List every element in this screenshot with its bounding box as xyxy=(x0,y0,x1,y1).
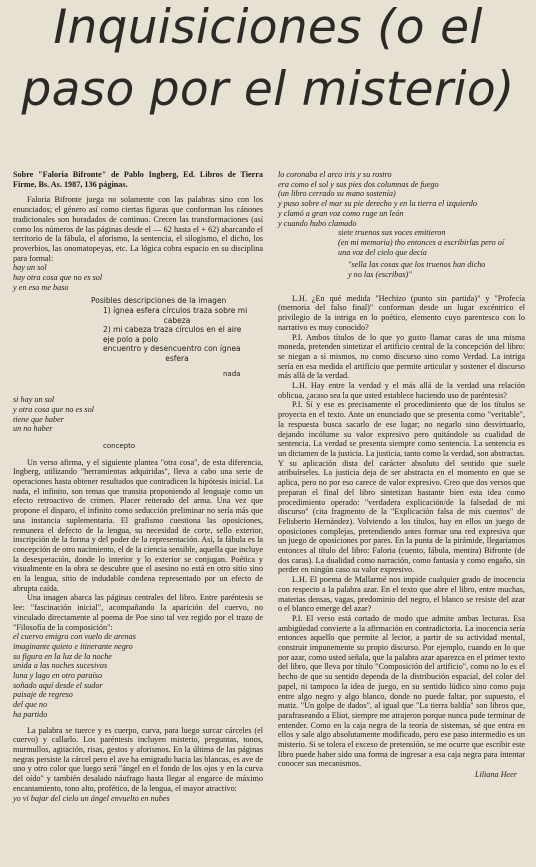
article-title-line-2: paso por el misterio) xyxy=(21,62,515,117)
poem-excerpt: el cuervo emigra con vuelo de arenas imaginante quieto e itinerante negro su figura en la luz de la noche unida a las noches sucesivas luna y lago en otro paraíso soñado aquí desde el sudor paisaje de regreso del que no ha partido xyxy=(13,632,136,719)
poem-excerpt: siete truenos sus voces emitieron (en mi memoria) tho entonces a escribirlas pero oí una voz del cielo que decía xyxy=(338,228,505,257)
interview-answer: P.I. El verso está cortado de modo que admite ambas lecturas. Esa ambigüedad convierte a la afirmación en contradictoria. La inocencia sería entonces aquello que permite al lector, a partir de su actividad mental, construir impunemente su propio discurso. Por ejemplo, cuando en lo que por azar, como usted señala, que la palabra azar aparezca en el primer texto del libro, que lleva por título "Composición del artificio", como no lo es el hecho de que su sentido dependa de la distribución espacial, del color del papel, ni tampoco la idea de juego, en su sentido lúdico sino como puja entre algo negro y algo blanco, donde no puede faltar, por supuesto, el matiz. "Un golpe de dados", al igual que "La tierra baldía" son libros que, parafraseando a Eliot, siempre me atrajeron porque nunca pude terminar de entender. Como en la caja negra de la teoría de sistemas, sé que entra en ellos y sale algo absolutamente modificado, pero ese paso intermedio es un misterio. Si se tolera el exceso de pretensión, se me ocurre que escribir este libro puede haber sido una forma de ingresar a esa caja negra para intentar conocer sus mecanismos. xyxy=(278,613,525,769)
nada-label: nada xyxy=(223,369,241,378)
interview-answer: P.I. Sí y ese es precisamente el procedimiento que de los títulos se proyecta en el texto. Ante un enunciado que se presenta como "veritable", la respuesta busca sacarlo de ese lugar; no negarlo sino desvirtuarlo, dejando incólume su valor expresivo pero quitándole su cualidad de sentencia. La verdad se presenta siempre como sentencia. La sentencia es un dictamen de la justicia. La justicia, tanto como la verdad, son abstractas. Y su aplicación dista del carácter absoluto del sentido que suele atribuírseles. La justicia deja de ser abstracta en el momento en que se aplica, pero no por eso carece de valor expresivo. Creo que dos versos que preparan el final del libro sintetizan bastante bien esta idea como procedimiento operado: "verdadera explicación/de la falsedad de mi discurso" (cita fragmento de la "Explicación falsa de mis cuentos" de Felisberto Hernández). Volviendo a los títulos, hay en ellos un juego de oposiciones complejas, pretendiendo antes formar una red expresiva que un juego de oposiciones por pares. En la punta de la pirámide, llegaríamos entonces al título del libro: Faloria (cuento, fábula, mentira) Bifronte (de dos caras). La dualidad como narración, como fantasía y como engaño, sin perder en ningún caso su valor expresivo. xyxy=(278,400,525,575)
poem-excerpt: hay un sol hay otra cosa que no es sol y en eso me baso xyxy=(13,263,103,292)
description-item: encuentro y desencuentro con ígnea xyxy=(103,344,241,354)
poem-excerpt: "sella las cosas que los truenos han dicho y no las (escribas)" xyxy=(348,260,486,280)
interview-question: L.H. ¿En qué medida "Hechizo (punto sin partida)" y "Profecía (memoria del falso final)" conforman desde un lugar excéntrico el privilegio de la intriga en lo poético, elemento cuyo parentesco con lo narrativo es muy conocido? xyxy=(278,293,525,332)
descriptions-heading: Posibles descripciones de la imagen xyxy=(91,296,227,306)
poem-excerpt: yo vi bajar del cielo un ángel envuelto en nubes xyxy=(13,793,170,803)
concepto-label: concepto xyxy=(103,442,136,450)
paragraph: La palabra se tuerce y es cuerpo, curva, para luego surcar cárceles (el cuervo) y callarlo. Los paréntesis incluyen misterio, preguntas, tonos, murmullos, agitación, risas, gestos y aforismos. En la última de las páginas negras persiste la cárcel pero el ave ha emigrado hacia las blancas, es ave de uno y otro color que luego será "ángel en el fondo de los ojos y en la curva del oído" y también desalado náufrago hasta llegar al engarce de máximo encantamiento, tono alto, profético, de la lengua, el mayor atractivo: xyxy=(13,725,263,793)
description-item: cabeza xyxy=(163,315,191,325)
article-title-line-1: Inquisiciones (o el xyxy=(53,0,483,55)
description-item: 2) mi cabeza traza círculos en el aire xyxy=(103,325,242,335)
interview-question: L.H. El poema de Mallarmé nos impide cualquier grado de inocencia con respecto a la palabra azar. En el texto que abre el libro, entre muchas, materias densas, vagas, predominio del negro, el blanco se resiste del azar o el blanco emerge del azar? xyxy=(278,575,525,614)
interview-answer: P.I. Ambos títulos de lo que yo gusto llamar caras de una misma moneda, pretenden sintetizar el artificio central de la concepción del libro: se niegan a sí mismos, no como discurso sino como Verdad. La intriga sería en esa medida el artificio que permite articular y sostener el discurso más allá de la verdad. xyxy=(278,332,525,381)
image-descriptions xyxy=(91,296,263,363)
paragraph: Un verso afirma, y el siguiente plantea "otra cosa", de esta diferencia, Ingberg, utilizando "herramientas adquiridas", lleva a cabo una serie de operaciones hasta obtener resultados que contradicen la hipótesis inicial. La nada, el infinito, son temas que transita proponiendo al lenguaje como un efecto retroactivo de crimen. Placer reiterado del arma. Una vez que propone el disparo, el infinito como seducción preliminar no sería más que una instancia suplementaria. El grafismo cuestiona las oposiciones, remunera el defecto de la lengua, su necesidad de corte, sello exterior, inscripción de la forma y del poder de la representación. Así, la fábula es la concepción de otro nacimiento, el de la ciencia sensible, aquella que incluye la desesperación, donde lo interior y lo exterior se conjugan. Poética y visualmente en la obra se descubre que el asesino no está en otro sitio sino en la lengua, sitio de indudable condena representado por un efecto de abrupta caída. xyxy=(13,457,263,593)
poem-excerpt: lo coronaba el arco iris y su rostro era como el sol y sus pies dos columnas de fuego (un libro cerrado su mano sostenía) y puso sobre el mar su pie derecho y en la tierra el izquierdo y clamó a gran voz como ruge un león y cuando hubo clamado xyxy=(278,170,477,228)
interview-question: L.H. Hay entre la verdad y el más allá de la verdad una relación oblicua, ¿acaso sea la que usted establece haciendo uso de paréntesis? xyxy=(278,381,525,400)
left-column xyxy=(13,170,263,803)
book-reference: Sobre "Faloria Bifronte" de Pablo Ingberg, Ed. Libros de Tierra Firme, Bs. As. 1987, 136 páginas. xyxy=(13,170,263,189)
poem-excerpt: si hay un sol y otra cosa que no es sol tiene que haber un no haber xyxy=(13,395,94,434)
description-item: 1) ígnea esfera círculos traza sobre mi xyxy=(103,306,248,316)
paragraph: Faloria Bifronte juega no solamente con las palabras sino con los enunciados; el género así como ciertas figuras que conforman los cánones tradicionales son horadados de continuo. Crecen las transformaciones (así como los números de las páginas desde el — 62 hasta el + 62) abarcando el territorio de la fábula, el aforismo, la sentencia, el silogismo, el dicho, los proverbios, las onomatopeyas, etc. La lógica cobra espacio en su disciplina para formal: xyxy=(13,195,263,263)
author-signature: Liliana Heer xyxy=(474,770,517,780)
right-column xyxy=(278,170,525,780)
paragraph: Una imagen abarca las páginas centrales del libro. Entre paréntesis se lee: "fascinación inicial", acompañando la aparición del cuervo, no vinculado directamente al poema de Poe sino tal vez regido por el trazo de "Filosofía de la composición": xyxy=(13,593,263,632)
description-item: eje polo a polo xyxy=(103,334,159,344)
description-item: esfera xyxy=(165,354,189,363)
